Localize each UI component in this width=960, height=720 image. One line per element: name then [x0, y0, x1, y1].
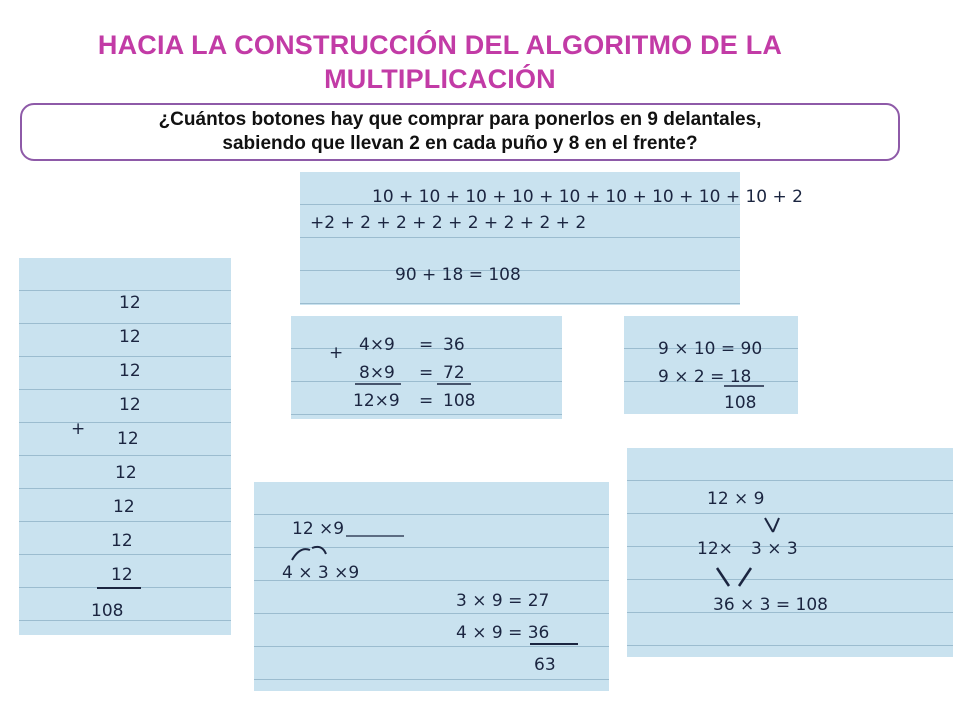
- page-title: [0, 28, 880, 96]
- decomp-total: 63: [534, 655, 556, 675]
- split-arc-left: [292, 549, 310, 560]
- branch-line: [765, 518, 773, 532]
- decomp-b-middle-right: 3 × 3: [751, 539, 798, 559]
- plus-sign: +: [329, 343, 344, 363]
- addend: 12: [117, 429, 139, 449]
- sum-strip-drawing: [300, 172, 803, 305]
- title-line-1: HACIA LA CONSTRUCCIÓN DEL ALGORITMO DE LA: [97, 30, 783, 60]
- sum-strip-card: [300, 172, 803, 305]
- sum-total: 108: [91, 601, 124, 621]
- addend: 12: [119, 395, 141, 415]
- row-eq: =: [419, 391, 434, 411]
- sum-line-3: 90 + 18 = 108: [395, 265, 521, 285]
- question-box: [20, 103, 900, 161]
- decomposition-b-card: [627, 448, 953, 657]
- addend: 12: [111, 565, 133, 585]
- split-ten-drawing: [624, 316, 798, 414]
- split-line-3: 108: [724, 393, 757, 413]
- sum-line-1: 10 + 10 + 10 + 10 + 10 + 10 + 10 + 10 + 10 + 2: [372, 187, 803, 207]
- row-eq: =: [419, 363, 434, 383]
- branch-line: [717, 568, 729, 586]
- branch-line: [773, 518, 779, 532]
- partial-products-card: [291, 316, 562, 419]
- row-eq: =: [419, 335, 434, 355]
- row-right: 108: [443, 391, 476, 411]
- decomposition-a-drawing: [254, 482, 609, 691]
- branch-line: [739, 568, 751, 586]
- decomp-line-2: 4 × 9 = 36: [456, 623, 550, 643]
- decomp-top: 12 ×9: [292, 519, 345, 539]
- question-line-2: sabiendo que llevan 2 en cada puño y 8 en el frente?: [222, 133, 698, 154]
- addend: 12: [119, 293, 141, 313]
- addend: 12: [111, 531, 133, 551]
- split-ten-card: [624, 316, 798, 414]
- addend: 12: [113, 497, 135, 517]
- row-left: 12×9: [353, 391, 400, 411]
- split-line-1: 9 × 10 = 90: [658, 339, 763, 359]
- row-left: 4×9: [359, 335, 395, 355]
- split-arc-right: [312, 547, 326, 554]
- title-line-2: MULTIPLICACIÓN: [324, 64, 556, 94]
- vertical-sum-drawing: [19, 258, 231, 635]
- split-line-2: 9 × 2 = 18: [658, 367, 752, 387]
- addend: 12: [115, 463, 137, 483]
- decomposition-b-drawing: [627, 448, 953, 657]
- row-right: 36: [443, 335, 465, 355]
- question-line-1: ¿Cuántos botones hay que comprar para ponerlos en 9 delantales,: [158, 109, 762, 130]
- decomp-line-1: 3 × 9 = 27: [456, 591, 550, 611]
- partial-products-drawing: [291, 316, 562, 419]
- addend: 12: [119, 361, 141, 381]
- row-left: 8×9: [359, 363, 395, 383]
- decomp-b-middle-left: 12×: [697, 539, 733, 559]
- decomp-b-bottom: 36 × 3 = 108: [713, 595, 828, 615]
- vertical-sum-card: [19, 258, 231, 635]
- sum-line-2: +2 + 2 + 2 + 2 + 2 + 2 + 2 + 2: [310, 213, 587, 233]
- row-right: 72: [443, 363, 465, 383]
- decomp-b-top: 12 × 9: [707, 489, 765, 509]
- decomposition-a-card: [254, 482, 609, 691]
- plus-sign: +: [71, 419, 86, 439]
- addend: 12: [119, 327, 141, 347]
- decomp-split: 4 × 3 ×9: [282, 563, 360, 583]
